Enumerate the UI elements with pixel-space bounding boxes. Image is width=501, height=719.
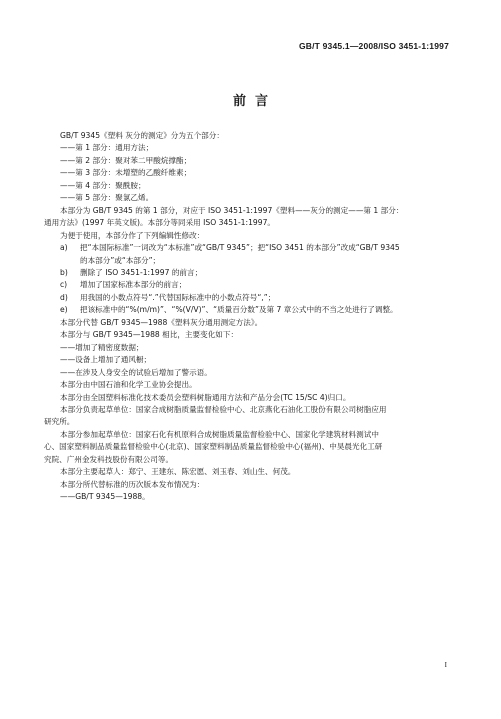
list-item: ——第 3 部分：未增塑的乙酸纤维素； xyxy=(60,168,192,178)
list-item: ——第 1 部分：通用方法； xyxy=(60,143,154,153)
list-item: ——第 2 部分：聚对苯二甲酸烷撑酯； xyxy=(60,155,192,165)
paragraph: GB/T 9345《塑料 灰分的测定》分为五个部分： xyxy=(60,131,224,140)
list-item: ——第 4 部分：聚酰胺； xyxy=(60,180,146,190)
list-item: ——在涉及人身安全的试验后增加了警示语。 xyxy=(60,367,212,377)
edit-item-a xyxy=(44,242,456,254)
item-label: c) xyxy=(60,280,68,290)
item-label: a) xyxy=(60,243,68,253)
paragraph: 本部分负责起草单位：国家合成树脂质量监督检验中心、北京燕化石油化工股份有限公司树脂应用 xyxy=(60,404,387,414)
item-text: 把“本国际标准”一词改为“本标准”或“GB/T 9345”；把“ISO 3451 的本部分”改成“GB/T 9345 xyxy=(80,243,400,253)
paragraph: 本部分由中国石油和化学工业协会提出。 xyxy=(60,380,197,390)
edit-item-a-continuation: 的本部分”或“本部分”； xyxy=(80,255,161,265)
item-label: e) xyxy=(60,305,68,315)
edit-item-d xyxy=(44,292,456,304)
paragraph: 本部分参加起草单位：国家石化有机原料合成树脂质量监督检验中心、国家化学建筑材料测试中 xyxy=(60,429,379,439)
paragraph: 本部分由全国塑料标准化技术委员会塑料树脂通用方法和产品分会(TC 15/SC 4)归口。 xyxy=(60,392,351,402)
page-number: I xyxy=(444,661,447,669)
paragraph-continuation: 心、国家塑料制品质量监督检验中心(北京)、国家塑料制品质量监督检验中心(福州)、中昊晨光化工研 xyxy=(44,442,383,452)
edit-item-b xyxy=(44,267,456,279)
list-item: ——第 5 部分：聚氯乙烯。 xyxy=(60,193,154,203)
standard-number-header: GB/T 9345.1—2008/ISO 3451-1:1997 xyxy=(298,41,449,51)
paragraph: 本部分主要起草人：郑宁、王建东、陈宏愿、刘玉春、刘山生、何茂。 xyxy=(60,467,296,477)
edit-item-e xyxy=(44,304,456,316)
item-text: 删除了 ISO 3451-1:1997 的前言； xyxy=(80,267,203,277)
foreword-body xyxy=(44,130,456,504)
item-text: 把该标准中的“%(m/m)”、“%(V/V)”、“质量百分数”及第 7 章公式中的不当之处进行了调整。 xyxy=(80,305,398,315)
item-label: d) xyxy=(60,292,68,302)
edit-item-c xyxy=(44,279,456,291)
paragraph-continuation: 通用方法》(1997 年英文版)。本部分等同采用 ISO 3451-1:1997。 xyxy=(44,218,275,228)
paragraph-continuation: 究院、广州金发科技股份有限公司等。 xyxy=(44,454,174,464)
paragraph: 本部分与 GB/T 9345—1988 相比，主要变化如下： xyxy=(60,330,239,340)
paragraph: 本部分为 GB/T 9345 的第 1 部分，对应于 ISO 3451-1:1997《塑料——灰分的测定——第 1 部分： xyxy=(60,205,404,215)
list-item: ——增加了精密度数据； xyxy=(60,342,144,352)
item-text: 增加了国家标准本部分的前言； xyxy=(80,280,187,290)
list-item: ——设备上增加了通风橱； xyxy=(60,355,152,365)
paragraph: 本部分代替 GB/T 9345—1988《塑料灰分通用测定方法》。 xyxy=(60,317,263,327)
paragraph: 本部分所代替标准的历次版本发布情况为： xyxy=(60,479,205,489)
list-item: ——GB/T 9345—1988。 xyxy=(60,492,150,502)
item-text: 用我国的小数点符号“.”代替国际标准中的小数点符号“,”； xyxy=(80,292,276,302)
paragraph-continuation: 研究所。 xyxy=(44,417,75,427)
section-title: 前 言 xyxy=(232,94,269,109)
paragraph: 为便于使用，本部分作了下列编辑性修改： xyxy=(60,230,205,240)
item-label: b) xyxy=(60,267,68,277)
